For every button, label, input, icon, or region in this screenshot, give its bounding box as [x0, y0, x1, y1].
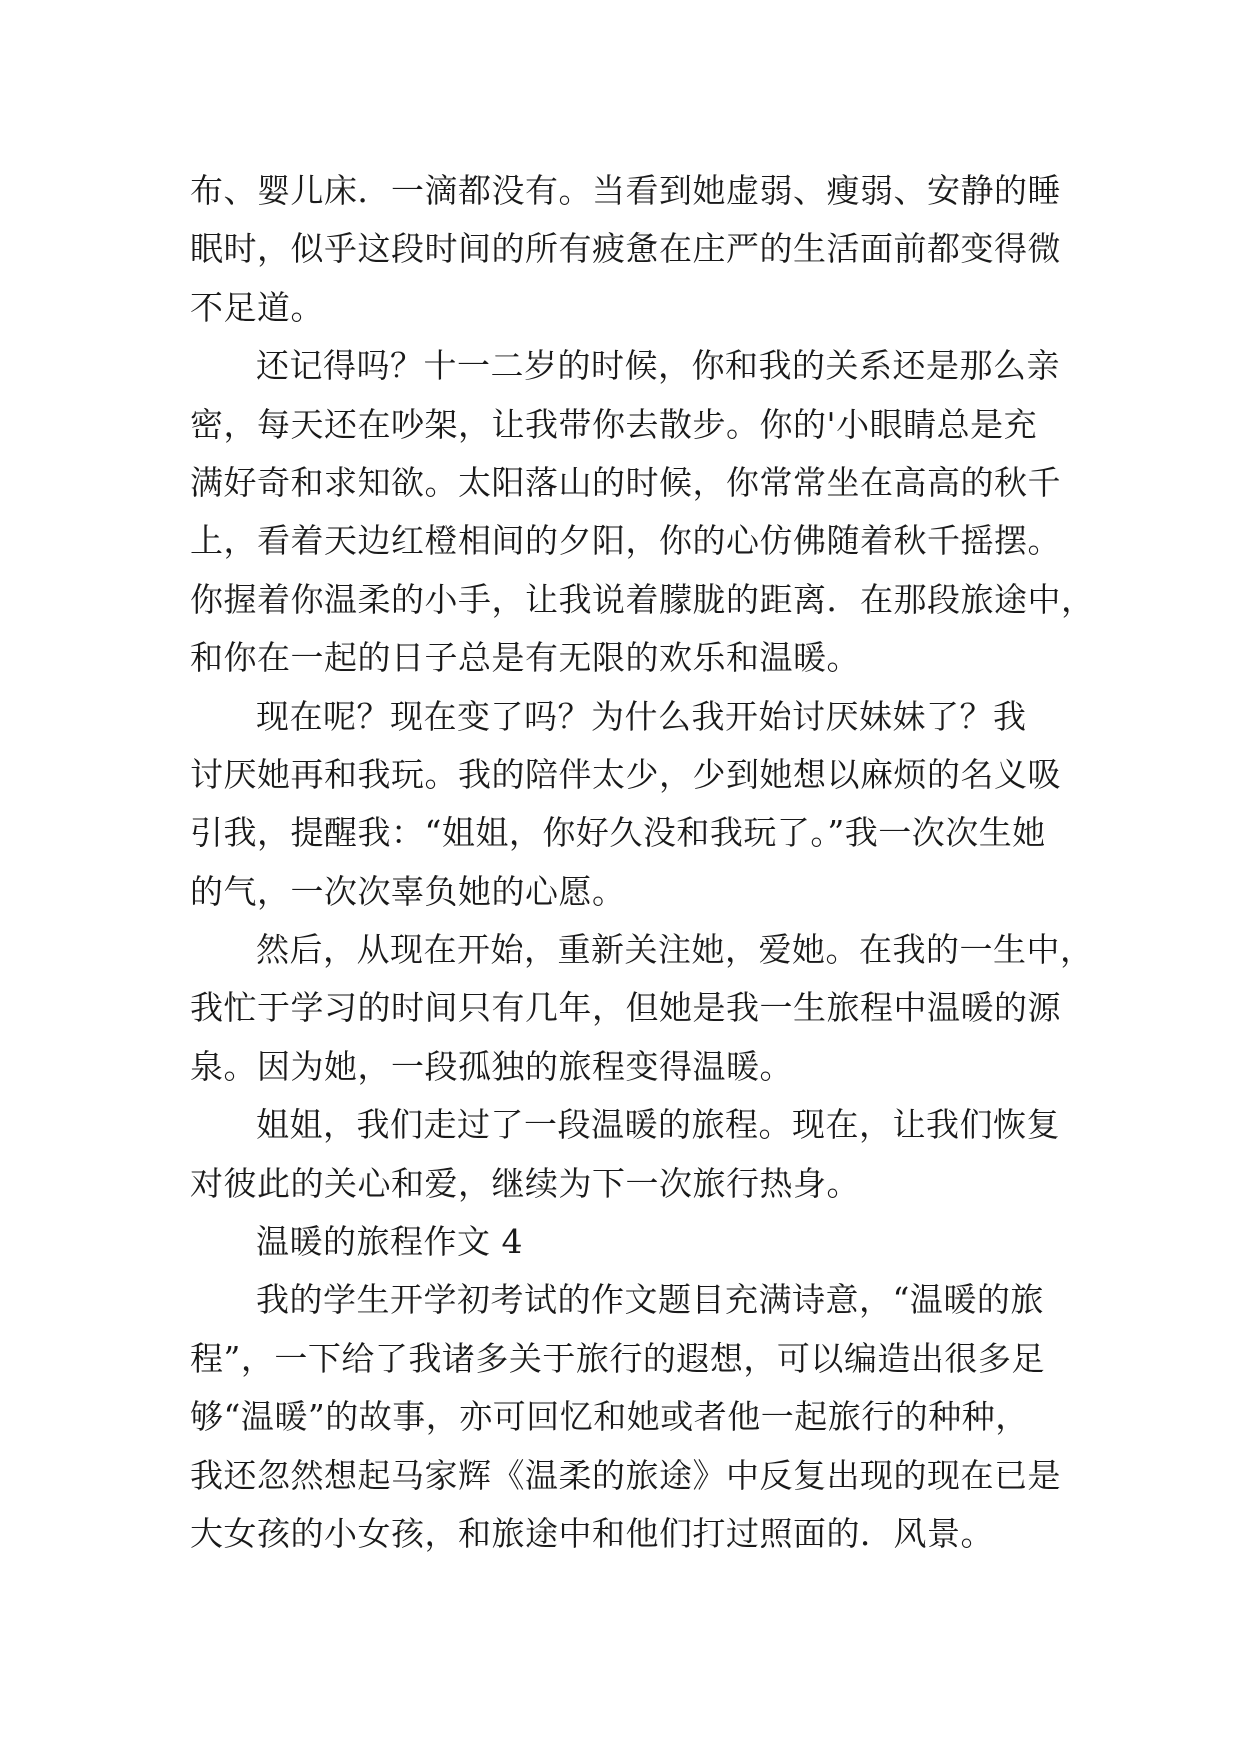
text-line: 不足道。	[190, 287, 324, 327]
text-line: 姐姐，我们走过了一段温暖的旅程。现在，让我们恢复	[256, 1105, 1060, 1145]
text-line: 密，每天还在吵架，让我带你去散步。你的'小眼睛总是充	[190, 404, 1038, 444]
text-line: 程”，一下给了我诸多关于旅行的遐想，可以编造出很多足	[190, 1338, 1045, 1378]
text-line: 大女孩的小女孩，和旅途中和他们打过照面的．风景。	[190, 1513, 994, 1553]
text-line: 我的学生开学初考试的作文题目充满诗意，“温暖的旅	[256, 1280, 1044, 1320]
text-line: 现在呢？现在变了吗？为什么我开始讨厌妹妹了？我	[256, 696, 1027, 736]
text-line: 布、婴儿床．一滴都没有。当看到她虚弱、瘦弱、安静的睡	[190, 171, 1061, 210]
text-line: 然后，从现在开始，重新关注她，爱她。在我的一生中，	[256, 930, 1094, 970]
text-line: 引我，提醒我：“姐姐，你好久没和我玩了。”我一次次生她	[190, 813, 1046, 853]
document-body	[190, 162, 1095, 1563]
text-line: 够“温暖”的故事，亦可回忆和她或者他一起旅行的种种，	[190, 1397, 1029, 1437]
text-line: 温暖的旅程作文 4	[256, 1222, 523, 1262]
text-line: 对彼此的关心和爱，继续为下一次旅行热身。	[190, 1163, 860, 1203]
text-line: 我忙于学习的时间只有几年，但她是我一生旅程中温暖的源	[190, 988, 1061, 1028]
text-line: 满好奇和求知欲。太阳落山的时候，你常常坐在高高的秋千	[190, 462, 1061, 502]
text-line: 我还忽然想起马家辉《温柔的旅途》中反复出现的现在已是	[190, 1455, 1061, 1495]
text-line: 上，看着天边红橙相间的夕阳，你的心仿佛随着秋千摇摆。	[190, 521, 1061, 561]
text-line: 讨厌她再和我玩。我的陪伴太少，少到她想以麻烦的名义吸	[190, 754, 1061, 794]
text-line: 你握着你温柔的小手，让我说着朦胧的距离．在那段旅途中，	[190, 579, 1095, 619]
text-line: 泉。因为她，一段孤独的旅程变得温暖。	[190, 1046, 793, 1086]
text-line: 还记得吗？十一二岁的时候，你和我的关系还是那么亲	[256, 346, 1060, 386]
text-line: 的气，一次次辜负她的心愿。	[190, 871, 626, 911]
text-line: 和你在一起的日子总是有无限的欢乐和温暖。	[190, 638, 860, 678]
text-line: 眠时，似乎这段时间的所有疲惫在庄严的生活面前都变得微	[190, 229, 1061, 269]
